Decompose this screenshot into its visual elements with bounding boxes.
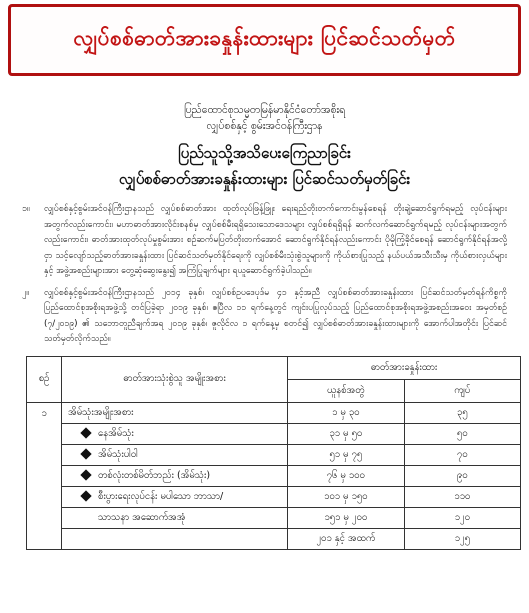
table-row bbox=[27, 486, 521, 507]
row-number: ၁ bbox=[27, 402, 62, 549]
kyat-cell: ၁၂၅ bbox=[404, 528, 521, 549]
kyat-cell: ၁၁၀ bbox=[404, 486, 521, 507]
body-paragraphs bbox=[8, 202, 521, 348]
paragraph-2 bbox=[22, 286, 507, 348]
paragraph-number: ၂။ bbox=[22, 287, 29, 298]
paragraph-text: လျှပ်စစ်နှင့်စွမ်းအင်ဝန်ကြီးဌာနသည် လျှပ်စစ်ဓာတ်အား ထုတ်လုပ်ဖြန့်ဖြူး ရေးရည်တိုးတက်ကောင်းမွန်စေရန် တိုးချဲ့ဆောင်ရွက်ရမည့် လုပ်ငန်းများအတွက်လည်းကောင်း၊ မဟာဓာတ်အားလိုင်းစနစ်မှ လျှပ်စစ်မီးရရှိသေးသောဒေသများ လျှပ်စစ်ရရှိရန် ဆက်လက်ဆောင်ရွက်ရမည့် လုပ်ငန်းများအတွက်လည်းကောင်း၊ ဓာတ်အားထုတ်လုပ်မှုစွမ်းအား စဉ်ဆက်မပြတ်တိုးတက်အောင် ဆောင်ရွက်နိုင်ရန်လည်းကောင်း ပိုမိုကြံ့ခိုင်စေရန် ဆောင်ရွက်နိုင်ရန်အလို့ငှာ သင့်လျော်သည့်ဓာတ်အားခနှုန်းထား ပြင်ဆင်သတ်မှတ်နိုင်ရေးကို လျှပ်စစ်မီးသုံးစွဲသူများကို ကိုယ်စားပြုသည့် နယ်ပယ်အသီးသီးမှ ကိုယ်စားလှယ်များနှင့် အဖွဲ့အစည်းများအား တွေ့ဆုံဆွေးနွေး၍ အကြံပြုချက်များ ရယူဆောင်ရွက်ခဲ့ပါသည်။ bbox=[44, 204, 507, 276]
bullet-item: နေအိမ်သုံး bbox=[62, 423, 288, 444]
header-units: ယူနစ်အတွဲ bbox=[288, 379, 405, 402]
tariff-table bbox=[26, 356, 521, 550]
table-row bbox=[27, 423, 521, 444]
kyat-cell: ၁၂၀ bbox=[404, 507, 521, 528]
empty-cell bbox=[62, 528, 288, 549]
paragraph-number: ၁။ bbox=[22, 204, 30, 214]
issuer-ministry: လျှပ်စစ်နှင့် စွမ်းအင်ဝန်ကြီးဌာန bbox=[206, 120, 323, 132]
banner-title: လျှပ်စစ်ဓာတ်အားခနှုန်းထားများ ပြင်ဆင်သတ်မှတ် bbox=[73, 25, 456, 50]
units-cell: ၅၁ မှ ၇၅ bbox=[288, 444, 405, 465]
issuer-block bbox=[8, 102, 521, 134]
diamond-bullet-icon bbox=[80, 448, 91, 459]
kyat-cell: ၉၀ bbox=[404, 465, 521, 486]
bullet-item: တစ်လုံးတစ်မိတ်ဘည်း (အိမ်သုံး) bbox=[62, 465, 288, 486]
diamond-bullet-icon bbox=[80, 469, 91, 480]
units-cell: ၁၅၁ မှ ၂၀၀ bbox=[288, 507, 405, 528]
table-row bbox=[27, 465, 521, 486]
paragraph-1 bbox=[22, 202, 507, 280]
diamond-bullet-icon bbox=[80, 427, 91, 438]
table-row bbox=[27, 507, 521, 528]
units-cell: ၇၆ မှ ၁၀၀ bbox=[288, 465, 405, 486]
header-rate-group: ဓာတ်အားခနှုန်းထား bbox=[288, 356, 521, 379]
table-row bbox=[27, 444, 521, 465]
table-header-row bbox=[27, 356, 521, 379]
header-no: စဉ် bbox=[27, 356, 62, 402]
header-kyat: ကျပ် bbox=[404, 379, 521, 402]
units-cell: ၁ မှ ၃၀ bbox=[288, 402, 405, 423]
kyat-cell: ၅၀ bbox=[404, 423, 521, 444]
units-cell: ၁၀၁ မှ ၁၅၀ bbox=[288, 486, 405, 507]
kyat-cell: ၇၀ bbox=[404, 444, 521, 465]
issuer-government: ပြည်ထောင်စုသမ္မတမြန်မာနိုင်ငံတော်အစိုးရ bbox=[183, 104, 346, 116]
kyat-cell: ၃၅ bbox=[404, 402, 521, 423]
bullet-continuation: သာသနာ အဆောက်အအုံ bbox=[62, 507, 288, 528]
table-row bbox=[27, 528, 521, 549]
paragraph-text: လျှပ်စစ်နှင့်စွမ်းအင်ဝန်ကြီးဌာနသည် ၂၀၁၄ ခုနှစ်၊ လျှပ်စစ်ဥပဒေပုဒ်မ ၄၁ နှင့်အညီ လျှပ်စစ်ဓာတ်အားခနှုန်းထား ပြင်ဆင်သတ်မှတ်ရန်ကိစ္စကို ပြည်ထောင်စုအစိုးရအဖွဲ့သို့ တင်ပြခဲ့ရာ ၂၀၁၉ ခုနှစ်၊ ဧပြီလ ၁၁ ရက်နေ့တွင် ကျင်းပပြုလုပ်သည့် ပြည်ထောင်စုအစိုးရအဖွဲ့အစည်းအဝေး အမှတ်စဉ် (၇/၂၀၁၉) ၏ သဘောတူညီချက်အရ ၂၀၁၉ ခုနှစ်၊ ဇူလိုင်လ ၁ ရက်နေ့မှ စတင်၍ လျှပ်စစ်ဓာတ်အားခနှုန်းထားများကို အောက်ပါအတိုင်း ပြင်ဆင်သတ်မှတ်လိုက်သည်။ bbox=[44, 287, 507, 344]
table-row bbox=[27, 402, 521, 423]
bullet-item: စီးပွားရေးလုပ်ငန်း မပါသော ဘာသာ/ bbox=[62, 486, 288, 507]
units-cell: ၂၀၁ နှင့် အထက် bbox=[288, 528, 405, 549]
headline-notice: ပြည်သူသို့အသိပေးကြေညာခြင်း bbox=[178, 144, 351, 162]
headline-subject: လျှပ်စစ်ဓာတ်အားခနှုန်းထားများ ပြင်ဆင်သတ်မှတ်ခြင်း bbox=[118, 170, 411, 188]
title-banner bbox=[8, 4, 521, 76]
units-cell: ၃၁ မှ ၅၀ bbox=[288, 423, 405, 444]
group-title: အိမ်သုံးအမျိုးအစား bbox=[62, 402, 288, 423]
bullet-item: အိမ်သုံးပါဝါ bbox=[62, 444, 288, 465]
headline-block bbox=[8, 140, 521, 192]
header-item: ဓာတ်အားသုံးစွဲသူ အမျိုးအစား bbox=[62, 356, 288, 402]
diamond-bullet-icon bbox=[80, 490, 91, 501]
